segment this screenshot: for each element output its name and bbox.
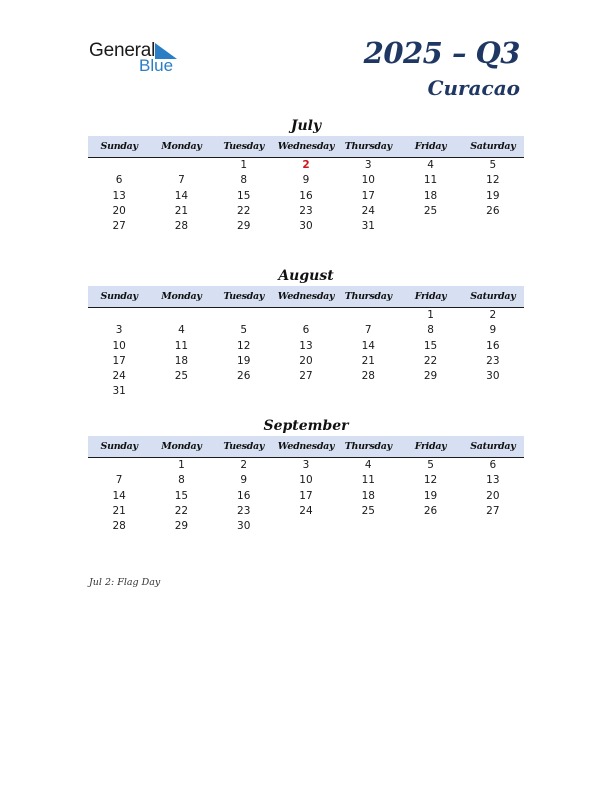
date-cell: 29 xyxy=(174,520,189,533)
date-cell: 2 xyxy=(240,459,248,471)
week-row xyxy=(88,504,524,519)
date-cell: 1 xyxy=(178,459,185,471)
date-cell: 17 xyxy=(299,489,313,502)
date-cell xyxy=(88,308,150,323)
date-cell: 12 xyxy=(423,474,438,487)
date-cell: 22 xyxy=(174,504,189,517)
week-row xyxy=(88,158,524,173)
date-cell: 17 xyxy=(361,189,375,202)
date-cell: 13 xyxy=(299,339,313,352)
date-cell xyxy=(337,308,399,323)
date-cell: 6 xyxy=(115,174,123,187)
date-cell xyxy=(462,519,524,534)
month-calendar-july xyxy=(88,116,524,234)
date-cell: 5 xyxy=(427,459,434,471)
date-cell xyxy=(88,458,150,473)
week-row xyxy=(88,354,524,369)
date-cell: 28 xyxy=(174,220,189,233)
date-cell: 9 xyxy=(302,174,310,187)
date-cell: 16 xyxy=(237,489,251,502)
date-cell: 6 xyxy=(302,324,310,337)
week-row xyxy=(88,323,524,338)
date-cell: 19 xyxy=(237,354,251,367)
date-cell: 28 xyxy=(361,370,375,383)
date-cell: 20 xyxy=(112,204,126,217)
date-cell: 14 xyxy=(361,339,375,352)
date-cell: 12 xyxy=(486,174,500,187)
week-row xyxy=(88,189,524,204)
date-cell: 30 xyxy=(299,220,313,233)
week-row xyxy=(88,458,524,473)
date-cell xyxy=(150,308,212,323)
date-cell: 10 xyxy=(112,339,126,352)
date-cell: 5 xyxy=(240,324,248,337)
date-cell: 7 xyxy=(364,324,372,337)
date-cell xyxy=(213,308,275,323)
date-cell: 7 xyxy=(115,474,123,487)
date-cell: 12 xyxy=(237,339,251,352)
date-cell: 8 xyxy=(240,174,248,187)
date-cell xyxy=(337,519,399,534)
date-cell: 9 xyxy=(240,474,248,487)
date-cell: 29 xyxy=(237,220,251,233)
date-cell: 5 xyxy=(489,159,497,171)
date-cell: 3 xyxy=(115,324,123,337)
date-cell: 27 xyxy=(299,370,313,383)
date-cell: 11 xyxy=(174,339,189,352)
date-cell: 31 xyxy=(361,220,375,233)
date-cell: 4 xyxy=(364,459,372,471)
month-calendar-august xyxy=(88,266,524,400)
month-name: July xyxy=(290,118,322,134)
date-cell: 1 xyxy=(240,159,248,171)
date-cell: 15 xyxy=(174,489,189,502)
date-cell: 26 xyxy=(237,370,251,383)
date-cell xyxy=(462,219,524,234)
month-calendar-september xyxy=(88,416,524,534)
date-cell: 20 xyxy=(299,354,313,367)
date-cell xyxy=(462,384,524,399)
weekday-label: Saturday xyxy=(470,441,516,452)
week-row xyxy=(88,519,524,534)
date-cell: 31 xyxy=(112,385,126,398)
logo-text-blue: Blue xyxy=(139,56,174,75)
weekday-header-row xyxy=(88,136,524,158)
date-cell: 22 xyxy=(237,204,251,217)
weekday-header-row xyxy=(88,286,524,308)
date-cell: 9 xyxy=(489,324,497,337)
date-cell xyxy=(337,384,399,399)
week-row xyxy=(88,339,524,354)
date-cell xyxy=(150,158,212,173)
date-cell xyxy=(275,384,337,399)
date-cell: 3 xyxy=(302,459,310,471)
date-cell: 16 xyxy=(486,339,500,352)
date-cell: 1 xyxy=(427,309,434,321)
date-cell: 23 xyxy=(486,354,500,367)
date-cell: 10 xyxy=(299,474,313,487)
weekday-label: Monday xyxy=(161,141,202,152)
date-cell: 23 xyxy=(237,504,251,517)
date-cell: 25 xyxy=(174,370,189,383)
date-cell xyxy=(399,384,461,399)
weekday-label: Friday xyxy=(414,291,447,302)
date-cell: 21 xyxy=(361,354,375,367)
date-cell: 8 xyxy=(427,324,434,337)
weekday-label: Monday xyxy=(161,441,202,452)
date-cell xyxy=(275,519,337,534)
week-row xyxy=(88,473,524,488)
date-cell: 14 xyxy=(174,189,189,202)
week-row xyxy=(88,204,524,219)
weekday-label: Tuesday xyxy=(223,141,265,152)
week-row xyxy=(88,308,524,323)
weekday-label: Friday xyxy=(414,441,447,452)
date-cell: 6 xyxy=(489,459,497,471)
date-cell: 27 xyxy=(486,504,500,517)
date-cell: 25 xyxy=(423,204,438,217)
date-cell: 26 xyxy=(423,504,438,517)
date-cell: 21 xyxy=(112,504,126,517)
weekday-label: Monday xyxy=(161,291,202,302)
weekday-label: Wednesday xyxy=(277,441,335,452)
week-row xyxy=(88,384,524,399)
weekday-label: Sunday xyxy=(100,141,138,152)
date-cell: 29 xyxy=(423,370,438,383)
date-cell: 21 xyxy=(174,204,189,217)
date-cell: 13 xyxy=(486,474,500,487)
date-cell: 25 xyxy=(361,504,375,517)
weekday-label: Wednesday xyxy=(277,141,335,152)
date-cell: 19 xyxy=(486,189,500,202)
date-cell: 20 xyxy=(486,489,500,502)
month-name: August xyxy=(278,268,334,284)
date-cell: 4 xyxy=(427,159,434,171)
date-cell: 14 xyxy=(112,489,126,502)
logo xyxy=(89,40,189,76)
date-cell xyxy=(275,308,337,323)
date-cell: 18 xyxy=(174,354,189,367)
date-cell: 30 xyxy=(486,370,500,383)
date-cell: 24 xyxy=(299,504,313,517)
date-cell: 22 xyxy=(423,354,438,367)
weekday-header-row xyxy=(88,436,524,458)
date-cell: 30 xyxy=(237,520,251,533)
date-cell xyxy=(213,384,275,399)
month-name: September xyxy=(263,418,349,434)
date-cell: 23 xyxy=(299,204,313,217)
date-cell: 13 xyxy=(112,189,126,202)
weekday-label: Wednesday xyxy=(277,291,335,302)
date-cell xyxy=(399,219,461,234)
weekday-label: Thursday xyxy=(344,291,392,302)
weekday-label: Saturday xyxy=(470,141,516,152)
date-cell xyxy=(399,519,461,534)
date-cell: 27 xyxy=(112,220,126,233)
weekday-label: Tuesday xyxy=(223,291,265,302)
week-row xyxy=(88,369,524,384)
weekday-label: Sunday xyxy=(100,441,138,452)
week-row xyxy=(88,219,524,234)
date-cell xyxy=(150,384,212,399)
holiday-notes xyxy=(89,577,160,588)
date-cell: 7 xyxy=(178,174,185,187)
logo-text-general: General xyxy=(89,40,156,61)
date-cell: 10 xyxy=(361,174,375,187)
date-cell: 17 xyxy=(112,354,126,367)
weekday-label: Sunday xyxy=(100,291,138,302)
date-cell: 19 xyxy=(423,489,438,502)
date-cell: 24 xyxy=(112,370,126,383)
date-cell: 16 xyxy=(299,189,313,202)
date-cell: 15 xyxy=(237,189,251,202)
date-cell: 11 xyxy=(361,474,375,487)
date-cell: 4 xyxy=(178,324,185,337)
date-cell: 26 xyxy=(486,204,500,217)
holiday-note: Jul 2: Flag Day xyxy=(89,577,161,588)
date-cell: 24 xyxy=(361,204,375,217)
date-cell: 28 xyxy=(112,520,126,533)
date-cell: 2 xyxy=(489,309,497,321)
page-title: 2025 – Q3 xyxy=(363,36,520,70)
weekday-label: Thursday xyxy=(344,441,392,452)
date-cell xyxy=(88,158,150,173)
weekday-label: Saturday xyxy=(470,291,516,302)
date-cell: 3 xyxy=(364,159,372,171)
weekday-label: Friday xyxy=(414,141,447,152)
week-row xyxy=(88,489,524,504)
week-row xyxy=(88,173,524,188)
date-cell: 11 xyxy=(423,174,438,187)
date-cell: 15 xyxy=(423,339,438,352)
weekday-label: Thursday xyxy=(344,141,392,152)
holiday-date-cell: 2 xyxy=(302,159,310,171)
page-subtitle: Curacao xyxy=(427,76,520,100)
date-cell: 18 xyxy=(423,189,438,202)
weekday-label: Tuesday xyxy=(223,441,265,452)
date-cell: 18 xyxy=(361,489,375,502)
date-cell: 8 xyxy=(178,474,185,487)
